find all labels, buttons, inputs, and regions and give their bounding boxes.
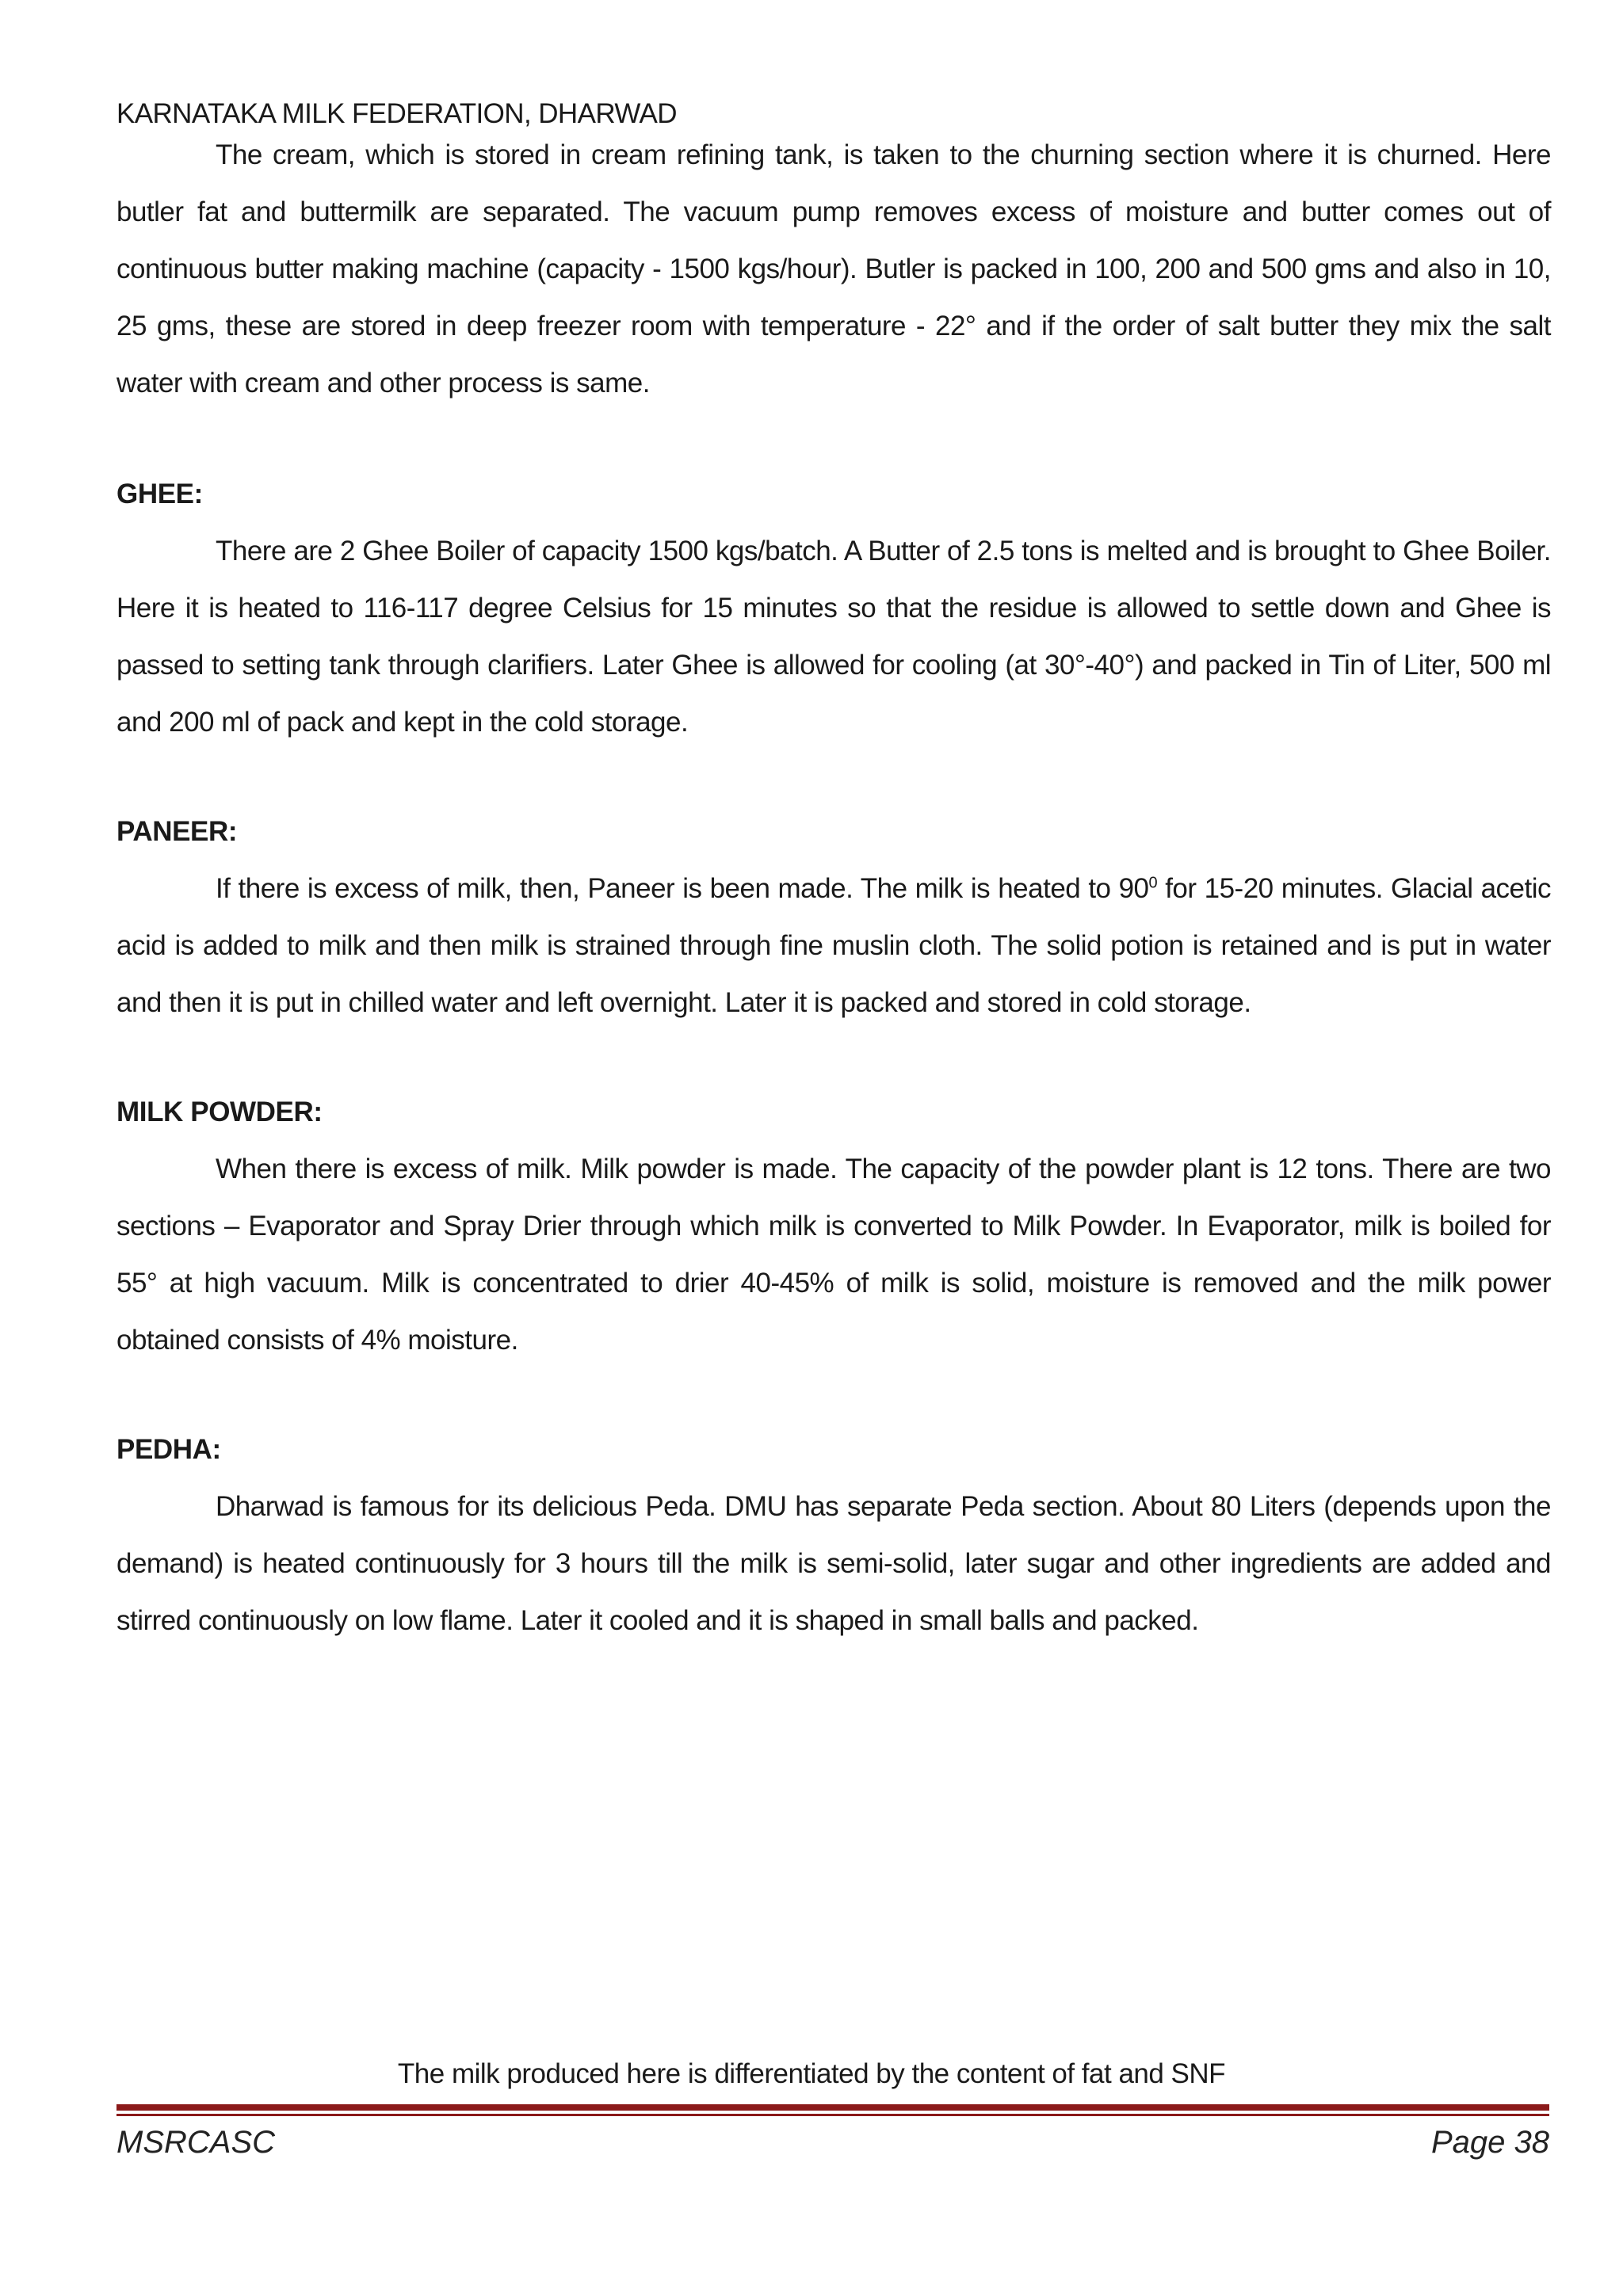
milk-powder-paragraph: [116, 1141, 1551, 1369]
ghee-text: There are 2 Ghee Boiler of capacity 1500 kgs/batch. A Butter of 2.5 tons is melted and is brought to Ghee Boiler. Here it is heated to 116-117 degree Celsius for 15 minutes so that the residue is allowed to settle down and Ghee is passed to setting tank through clarifiers. Later Ghee is allowed for cooling (at 30°-40°) and packed in Tin of Liter, 500 ml and 200 ml of pack and kept in the cold storage.: [116, 536, 1551, 738]
page-header: KARNATAKA MILK FEDERATION, DHARWAD: [116, 98, 677, 129]
footer-page-number: Page 38: [1430, 2125, 1549, 2160]
footer-institution: MSRCASC: [116, 2125, 276, 2160]
paneer-text-before: If there is excess of milk, then, Paneer is been made. The milk is heated to 90: [216, 873, 1149, 904]
footer-rule-thick: [116, 2104, 1549, 2111]
paneer-text: [116, 860, 1551, 1032]
paneer-degree-superscript: 0: [1148, 874, 1158, 892]
cream-paragraph: [116, 127, 1551, 412]
milk-powder-text: When there is excess of milk. Milk powder is made. The capacity of the powder plant is 12 tons. There are two sections – Evaporator and Spray Drier through which milk is converted to Milk Powder. In Evaporator, milk is boiled for 55° at high vacuum. Milk is concentrated to drier 40-45% of milk is solid, moisture is removed and the milk power obtained consists of 4% moisture.: [116, 1154, 1551, 1356]
pedha-heading: PEDHA:: [116, 1434, 221, 1465]
pedha-paragraph: [116, 1478, 1551, 1650]
paneer-heading: PANEER:: [116, 816, 238, 847]
footer-rule-thin: [116, 2114, 1549, 2116]
paneer-paragraph: [116, 860, 1551, 1032]
ghee-paragraph: [116, 523, 1551, 751]
paneer-text-after: for 15-20 minutes. Glacial acetic acid is added to milk and then milk is strained through fine muslin cloth. The solid potion is retained and is put in water and then it is put in chilled water and left overnight. Later it is packed and stored in cold storage.: [116, 873, 1552, 1018]
page-caption: The milk produced here is differentiated by the content of fat and SNF: [397, 2058, 1226, 2089]
pedha-text: Dharwad is famous for its delicious Peda. DMU has separate Peda section. About 80 Liters (depends upon the demand) is heated continuously for 3 hours till the milk is semi-solid, later sugar and other ingredients are added and stirred continuously on low flame. Later it cooled and it is shaped in small balls and packed.: [116, 1491, 1551, 1636]
ghee-heading: GHEE:: [116, 479, 203, 509]
milk-powder-heading: MILK POWDER:: [116, 1097, 323, 1127]
cream-text: The cream, which is stored in cream refining tank, is taken to the churning section where it is churned. Here butler fat and buttermilk are separated. The vacuum pump removes excess of moisture and butter comes out of continuous butter making machine (capacity - 1500 kgs/hour). Butler is packed in 100, 200 and 500 gms and also in 10, 25 gms, these are stored in deep freezer room with temperature - 22° and if the order of salt butter they mix the salt water with cream and other process is same.: [116, 139, 1551, 399]
